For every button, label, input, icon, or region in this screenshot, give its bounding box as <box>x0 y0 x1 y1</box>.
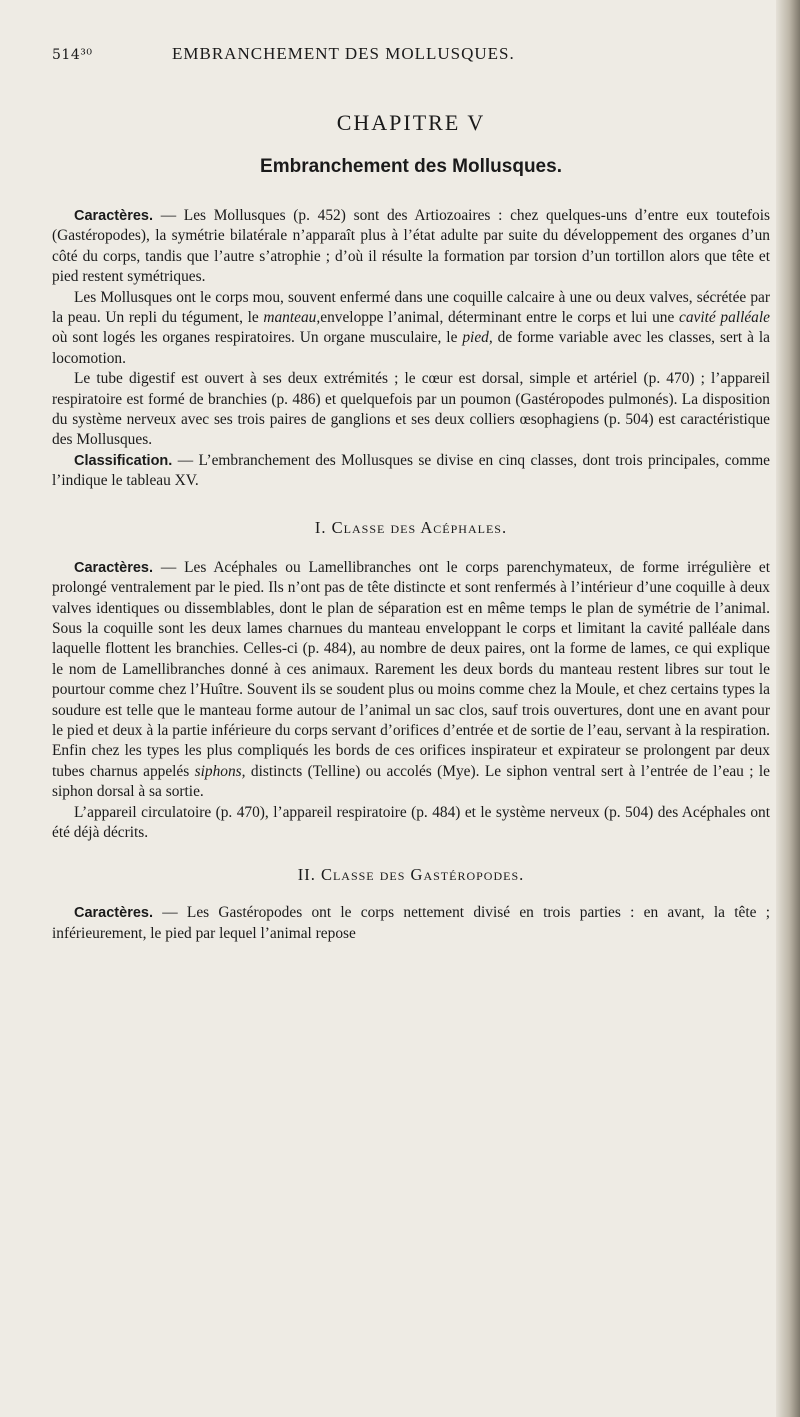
paragraph-text: — Les Mollusques (p. 452) sont des Artiozoaires : chez quelques-uns d’entre eux toutefois (Gastéropodes), la symétrie bilatérale n’apparaît plus à l’état adulte par suite du développement des organes d’un côté du corps, tandis que l’autre s’atrophie ; d’où il résulte la formation par torsion d’un tortillon alors que tête et pied restent symétriques. <box>52 207 770 286</box>
intro-paragraph-2 <box>52 288 770 370</box>
lead-term: Classification. <box>74 452 173 469</box>
lead-term: Caractères. <box>74 905 153 922</box>
running-title: EMBRANCHEMENT DES MOLLUSQUES. <box>172 44 515 63</box>
italic-term: pied, <box>462 329 493 347</box>
paragraph-text: — L’embranchement des Mollusques se divise en cinq classes, dont trois principales, comme l’indique le tableau XV. <box>52 451 770 490</box>
italic-term: siphons, <box>194 762 246 780</box>
page-edge-shadow <box>776 0 800 1417</box>
paragraph-text: où sont logés les organes respiratoires. Un organe musculaire, le <box>52 329 463 347</box>
paragraph-text: enveloppe l’animal, déterminant entre le corps et lui une <box>320 309 679 327</box>
paragraph-text: — Les Acéphales ou Lamellibranches ont le corps parenchymateux, de forme irrégulière et prolongé ventralement par le pied. Ils n’ont pas de tête distincte et sont renfermés à l’intérieur d’une coquille à deux valves identiques ou dissemblables, dont le plan de séparation est en même temps le plan de symétrie de l’animal. Sous la coquille sont les deux lames charnues du manteau enveloppant le corps et limitant la cavité palléale dans laquelle flottent les branchies. Celles-ci (p. 484), au nombre de deux paires, ont la forme de lames, ce qui explique le nom de Lamellibranches donné à ces animaux. Rarement les deux bords du manteau restent libres sur tout le pourtour comme chez l’Huître. Souvent ils se soudent plus ou moins comme chez la Moule, et chez certains types la soudure est telle que le manteau forme autour de l’animal un sac clos, sauf trois ouvertures, dont une en avant pour le pied et deux à la partie inférieure du corps servant d’orifices d’entrée et de sortie de l’eau, servant à la respiration. Enfin chez les types les plus compliqués les bords de ces orifices inspirateur et expirateur se prolongent par deux tubes charnus appelés <box>52 558 770 780</box>
chapter-title: CHAPITRE V <box>336 110 486 135</box>
intro-paragraph-4 <box>52 451 770 492</box>
section2-paragraph-1 <box>52 903 770 944</box>
lead-term: Caractères. <box>74 559 153 576</box>
italic-term: cavité palléale <box>678 309 770 327</box>
section1-paragraph-1 <box>52 558 770 803</box>
section1-paragraph-2: L’appareil circulatoire (p. 470), l’appareil respiratoire (p. 484) et le système nerveux (p. 504) des Acéphales ont été déjà décrits. <box>52 803 770 841</box>
paragraph-text: Les Mollusques ont le corps mou, souvent enfermé dans une coquille calcaire à une ou deux valves, sécrétée par la peau. Un repli du tégument, le <box>52 288 770 327</box>
section-title: Classe des Gastéropodes. <box>320 865 525 885</box>
paragraph-text: de forme variable avec les classes, sert à la locomotion. <box>52 329 770 367</box>
section-heading-2 <box>52 865 770 885</box>
section-numeral: I. <box>314 517 327 537</box>
section-title: Classe des Acéphales. <box>331 517 508 537</box>
intro-paragraph-3: Le tube digestif est ouvert à ses deux extrémités ; le cœur est dorsal, simple et artériel (p. 470) ; l’appareil respiratoire est formé de branchies (p. 486) et quelquefois par un poumon (Gastéropodes pulmonés). La disposition du système nerveux avec ses trois paires de ganglions et ses deux colliers œsophagiens (p. 504) est caractéristique des Mollusques. <box>52 370 770 449</box>
paragraph-text: distincts (Telline) ou accolés (Mye). Le siphon ventral sert à l’entrée de l’eau ; le siphon dorsal à sa sortie. <box>52 762 770 801</box>
italic-term: manteau, <box>263 309 321 327</box>
paragraph-text: — Les Gastéropodes ont le corps nettement divisé en trois parties : en avant, la tête ; inférieurement, le pied par lequel l’animal repose <box>52 904 770 942</box>
section-numeral: II. <box>297 865 316 885</box>
running-head <box>52 44 770 64</box>
intro-paragraph-1 <box>52 206 770 288</box>
lead-term: Caractères. <box>74 208 153 224</box>
section-heading-1 <box>52 518 770 538</box>
page-number: 514³⁰ <box>52 47 93 63</box>
chapter-subtitle: Embranchement des Mollusques. <box>260 156 562 177</box>
